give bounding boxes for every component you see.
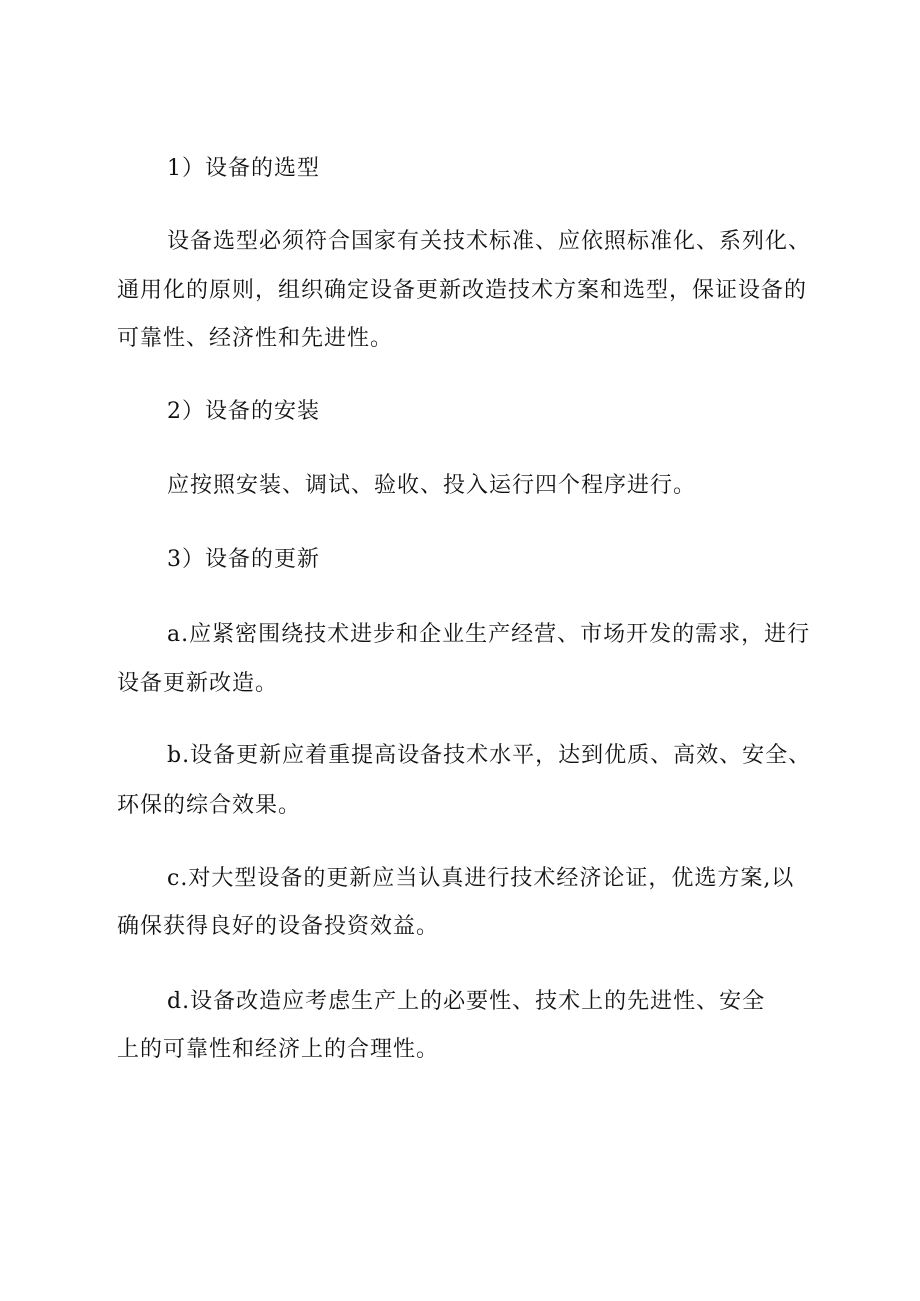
paragraph-line: 确保获得良好的设备投资效益。 — [117, 914, 440, 939]
paragraph-line: a.应紧密围绕技术进步和企业生产经营、市场开发的需求，进行 — [167, 622, 811, 647]
heading-equipment-selection: 1）设备的选型 — [167, 156, 320, 181]
paragraph-line: d.设备改造应考虑生产上的必要性、技术上的先进性、安全 — [167, 989, 766, 1014]
paragraph-line: 通用化的原则，组织确定设备更新改造技术方案和选型，保证设备的 — [117, 278, 808, 303]
paragraph-line: 环保的综合效果。 — [117, 793, 302, 818]
heading-equipment-renewal: 3）设备的更新 — [167, 547, 320, 572]
paragraph-line: 设备选型必须符合国家有关技术标准、应依照标准化、系列化、 — [167, 229, 812, 254]
paragraph-line: 应按照安装、调试、验收、投入运行四个程序进行。 — [167, 473, 697, 498]
paragraph-line: c.对大型设备的更新应当认真进行技术经济论证，优选方案,以 — [167, 866, 795, 891]
paragraph-line: 可靠性、经济性和先进性。 — [117, 326, 394, 351]
heading-equipment-installation: 2）设备的安装 — [167, 399, 320, 424]
paragraph-line: 上的可靠性和经济上的合理性。 — [117, 1037, 440, 1062]
paragraph-line: 设备更新改造。 — [117, 671, 279, 696]
paragraph-line: b.设备更新应着重提高设备技术水平，达到优质、高效、安全、 — [167, 743, 812, 768]
